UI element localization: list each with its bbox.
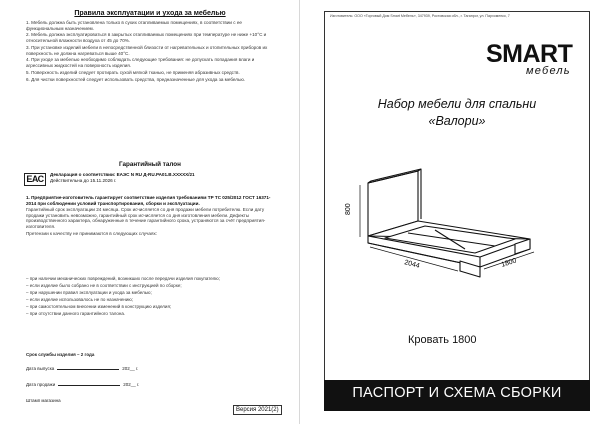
guarantee-exclusion-item: – при нарушении правил эксплуатации и ухода за мебелью;: [26, 290, 280, 297]
bed-length-label: 2044: [403, 259, 421, 270]
guarantee-exclusion-item: – при отсутствии данного гарантийного талона.: [26, 311, 280, 318]
stamp-row: [26, 398, 61, 403]
guarantee-exclusion-item: – если изделие было собрано не в соответствии с инструкцией по сборке;: [26, 283, 280, 290]
rules-item: 3. При установке изделий мебели в непосредственной близости от нагревательных и отопительных приборов их поверхность не должна нагреваться выше 40°С.: [26, 44, 268, 56]
version-badge: Версия 2021(2): [233, 405, 282, 415]
headboard-top: [368, 169, 421, 183]
eac-logo: ЕАС: [24, 173, 46, 186]
product-name: Кровать 1800: [408, 334, 477, 346]
bed-height-label: 800: [345, 203, 352, 215]
rules-title: Правила эксплуатации и ухода за мебелью: [74, 10, 226, 17]
date-made-row: [26, 366, 138, 371]
rules-list: [26, 20, 280, 84]
rules-item: 4. При уходе за мебелью необходимо соблюдать следующие требования: не допускать попадания влаги и агрессивных жидкостей на поверхность изделия.: [26, 57, 255, 69]
bed-illustration: [340, 143, 550, 293]
rules-item: 6. Для чистки поверхностей следует использовать средства, предназначенные для ухода за мебелью.: [26, 76, 246, 82]
date-sold-row: [26, 382, 139, 387]
service-life: Срок службы изделия – 2 года: [26, 352, 95, 357]
brand-logo-main: SMART: [486, 40, 573, 68]
brand-logo-sub: мебель: [526, 65, 571, 77]
date-sold-year: 202__ г.: [123, 382, 140, 387]
certificate-declaration: Декларация о соответствии: ЕАЭС N RU Д-RU.РА01.В.XXXXX/21: [50, 172, 195, 177]
guarantee-exclusion-item: – если изделие использовалось не по назначению;: [26, 297, 280, 304]
rules-item: 1. Мебель должна быть установлена только в сухих отапливаемых помещениях, в соответствии с ее функциональным назначением.: [26, 20, 242, 31]
set-title-line1: Набор мебели для спальни: [377, 97, 537, 111]
guarantee-title: Гарантийный талон: [119, 161, 181, 168]
stamp-label: Штамп магазина: [26, 398, 61, 403]
guarantee-paragraph: 1. Предприятие-изготовитель гарантирует соответствие изделия требованиям ТР ТС 025/2012 ГОСТ 16371-2014 при соблюдении условий транспортирования, сборки и эксплуатации.: [26, 195, 271, 206]
rules-item: 5. Поверхность изделий следует протирать сухой мягкой тканью, не применяя абразивных средств.: [26, 69, 240, 75]
certificate-info: [50, 172, 280, 184]
guarantee-paragraph: Претензии к качеству не принимаются в следующих случаях:: [26, 230, 158, 236]
date-sold-label: Дата продажи: [26, 382, 56, 387]
guarantee-text: [26, 195, 280, 238]
certificate-validity: Действительна до 15.11.2026 г.: [50, 178, 117, 183]
date-made-line: [57, 369, 119, 370]
date-made-year: 202__ г.: [122, 366, 139, 371]
set-title-line2: «Валори»: [428, 114, 486, 128]
manufacturer-info: Изготовитель: ООО «Торговый Дом Smart Мебель», 347939, Ростовская обл., г. Таганрог, ул. Пархоменко, 7: [330, 14, 510, 18]
rules-item: 2. Мебель должна эксплуатироваться в закрытых отапливаемых помещениях при температуре не ниже +10°С и относительной влажности воздуха от 45 до 70%.: [26, 32, 267, 44]
bed-width-label: 1800: [500, 257, 518, 269]
guarantee-exclusion-item: – при наличии механических повреждений, возникших после передачи изделия покупателю;: [26, 276, 280, 283]
date-sold-line: [58, 385, 120, 386]
guarantee-paragraph: Гарантийный срок эксплуатации 24 месяца. Срок исчисляется со дня продажи мебели потребителю. Если дату продажи установить невозможно, гарантийный срок исчисляется со дня изготовления мебели. Дефекты производственного характера, обнаруженные в течение гарантийного срока, устраняются за счёт предприятия-изготовителя.: [26, 207, 266, 229]
right-page-cover: [300, 0, 600, 424]
date-made-label: Дата выпуска: [26, 366, 55, 371]
guarantee-exclusions-list: [26, 276, 280, 317]
guarantee-exclusion-item: – при самостоятельном внесении изменений в конструкцию изделия;: [26, 304, 280, 311]
footer-title: ПАСПОРТ И СХЕМА СБОРКИ: [352, 385, 562, 401]
